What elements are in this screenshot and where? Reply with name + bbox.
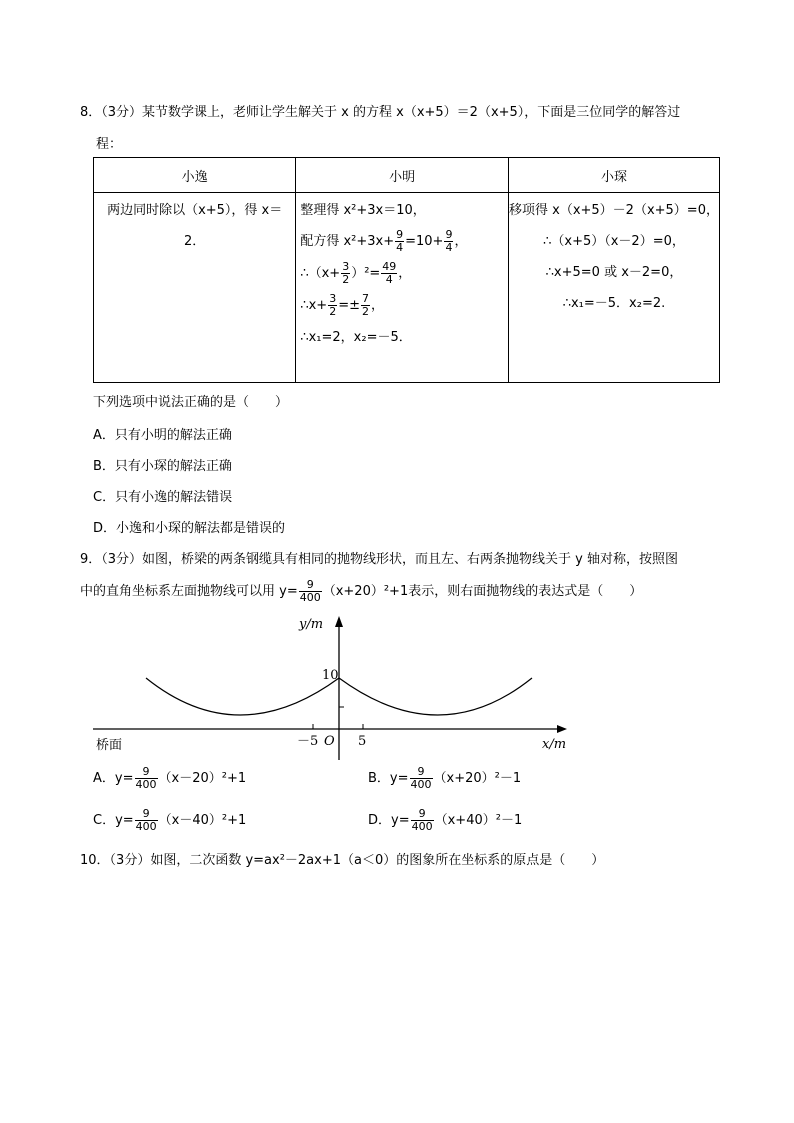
xiaochen-line2: ∴（x+5）（x－2）=0， (543, 234, 685, 249)
option-pre: y= (114, 771, 134, 786)
option-post: （x+20）²－1 (433, 771, 522, 786)
cell-xiaochen (509, 193, 720, 383)
numerator: 9 (410, 766, 433, 779)
denominator: 4 (445, 241, 453, 254)
xiaoming-line3-mid: ）²= (351, 266, 381, 281)
q8-prompt: 下列选项中说法正确的是（ ） (93, 395, 289, 410)
numerator: 3 (342, 260, 350, 273)
numerator: 7 (361, 292, 369, 305)
fraction (381, 261, 397, 286)
fraction (395, 229, 404, 254)
fraction (411, 808, 434, 833)
cell-xiaoming (296, 193, 509, 383)
denominator: 400 (135, 778, 157, 791)
denominator: 4 (385, 273, 393, 286)
xiaoming-line2-mid: =10+ (405, 234, 444, 249)
x-axis-label: x/m (542, 737, 567, 752)
option-letter: A． (93, 771, 115, 786)
option-letter: D． (368, 813, 392, 828)
fraction (135, 808, 158, 833)
xiaoming-line2-pre: 配方得 x²+3x+ (300, 234, 395, 249)
q8-stem-line2: 程： (96, 137, 123, 152)
numerator: 9 (135, 766, 158, 779)
option-pre: y= (389, 771, 409, 786)
xiaoming-line3-pre: ∴（x+ (300, 266, 341, 281)
x-tick-neg-label: －5 (297, 734, 319, 749)
q8-option-a: A．只有小明的解法正确 (93, 428, 232, 443)
denominator: 2 (361, 305, 369, 318)
origin-label: O (324, 734, 335, 749)
bridge-label: 桥面 (96, 738, 123, 753)
denominator: 400 (299, 591, 321, 604)
fraction (341, 261, 350, 286)
fraction (328, 293, 337, 318)
xiaoming-line4-pre: ∴x+ (300, 298, 328, 313)
denominator: 2 (329, 305, 337, 318)
numerator: 3 (329, 292, 337, 305)
option-post: （x－40）²+1 (158, 813, 247, 828)
option-post: （x－20）²+1 (158, 771, 247, 786)
xiaoyi-line2: 2． (184, 234, 206, 249)
xiaoming-line2-post: ， (454, 234, 468, 249)
x-tick-pos-label: 5 (358, 734, 367, 749)
y-tick-label: 10 (322, 668, 339, 683)
header-xiaochen: 小琛 (509, 158, 720, 193)
q8-option-b: B．只有小琛的解法正确 (93, 459, 232, 474)
q8-option-d: D．小逸和小琛的解法都是错误的 (93, 521, 286, 536)
fraction (410, 766, 433, 791)
xiaoyi-line1: 两边同时除以（x+5），得 x＝ (107, 203, 283, 218)
denominator: 400 (410, 778, 432, 791)
cell-xiaoyi (94, 193, 296, 383)
q9-stem-post: （x+20）²+1表示，则右面抛物线的表达式是（ ） (322, 584, 643, 599)
q9-option-c (93, 807, 246, 835)
bridge-cable-figure (93, 612, 573, 760)
xiaoming-line4-post: ， (370, 298, 384, 313)
denominator: 4 (396, 241, 404, 254)
q9-stem-pre: 中的直角坐标系左面抛物线可以用 y= (80, 584, 298, 599)
fraction (361, 293, 370, 318)
option-letter: C． (93, 813, 116, 828)
q9-option-b (368, 765, 521, 793)
header-xiaoming: 小明 (296, 158, 509, 193)
y-axis-label: y/m (299, 617, 324, 632)
q9-option-a (93, 765, 246, 793)
numerator: 9 (135, 808, 158, 821)
option-post: （x+40）²－1 (434, 813, 523, 828)
option-letter: B． (368, 771, 390, 786)
denominator: 2 (342, 273, 350, 286)
q8-stem-line1: 8．（3分）某节数学课上，老师让学生解关于 x 的方程 x（x+5）＝2（x+5），下面是三位同学的解答过 (80, 105, 681, 120)
q9-stem-line1: 9．（3分）如图，桥梁的两条钢缆具有相同的抛物线形状，而且左、右两条抛物线关于 y 轴对称，按照图 (80, 552, 679, 567)
fraction (299, 579, 322, 604)
q9-option-d (368, 807, 522, 835)
xiaochen-line4: ∴x₁=－5．x₂=2. (562, 296, 666, 311)
numerator: 9 (411, 808, 434, 821)
denominator: 400 (135, 820, 157, 833)
header-xiaoyi: 小逸 (94, 158, 296, 193)
xiaoming-line4-mid: =± (338, 298, 360, 313)
fraction (135, 766, 158, 791)
xiaoming-line4 (300, 290, 508, 322)
denominator: 400 (411, 820, 433, 833)
option-pre: y= (391, 813, 410, 828)
fraction (444, 229, 453, 254)
solution-table (93, 157, 720, 383)
q8-option-c: C．只有小逸的解法错误 (93, 490, 233, 505)
numerator: 9 (299, 579, 322, 592)
xiaoming-line3-post: ， (398, 266, 412, 281)
xiaoming-line5: ∴x₁=2，x₂=－5． (300, 330, 412, 345)
xiaoming-line2 (300, 226, 508, 258)
q10-stem: 10．（3分）如图，二次函数 y=ax²－2ax+1（a＜0）的图象所在坐标系的原点是（ ） (80, 853, 605, 868)
xiaoming-line3 (300, 258, 508, 290)
xiaochen-line3: ∴x+5=0 或 x－2=0， (545, 265, 683, 280)
xiaoming-line1: 整理得 x²+3x＝10， (300, 203, 426, 218)
xiaochen-line1: 移项得 x（x+5）－2（x+5）=0， (509, 203, 719, 218)
numerator: 9 (445, 228, 453, 241)
numerator: 49 (382, 260, 397, 273)
numerator: 9 (396, 228, 404, 241)
option-pre: y= (115, 813, 134, 828)
q9-stem-line2 (80, 578, 642, 606)
